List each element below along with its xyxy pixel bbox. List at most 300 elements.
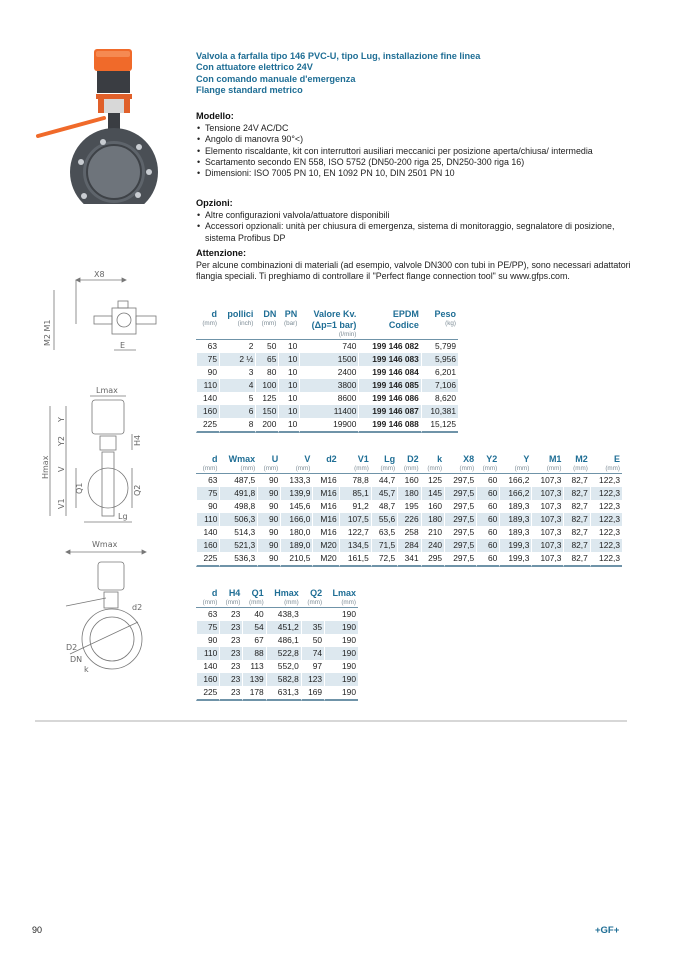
- cell: 133,3: [280, 474, 312, 487]
- cell: 6,201: [421, 366, 458, 379]
- cell: 5,799: [421, 340, 458, 353]
- unit: (mm): [263, 465, 279, 472]
- code-cell: 199 146 085: [358, 379, 420, 392]
- cell: 225: [196, 552, 219, 567]
- cell: 180: [397, 487, 420, 500]
- cell: 122,3: [590, 487, 622, 500]
- m2-m1-label: M2 M1: [43, 319, 52, 346]
- cell: 139,9: [280, 487, 312, 500]
- cell: 15,125: [421, 418, 458, 433]
- cell: 297,5: [444, 487, 476, 500]
- hmax-label: Hmax: [41, 455, 50, 479]
- cell: [301, 608, 324, 621]
- unit: (mm): [240, 465, 256, 472]
- cell: 200: [255, 418, 278, 433]
- table-row: [196, 366, 458, 379]
- cell: 536,3: [219, 552, 257, 567]
- cell: 180,0: [280, 526, 312, 539]
- title-line-1: Valvola a farfalla tipo 146 PVC-U, tipo Lug, installazione fine linea: [196, 51, 481, 61]
- code-cell: 199 146 087: [358, 405, 420, 418]
- cell: 140: [196, 526, 219, 539]
- cell: 8,620: [421, 392, 458, 405]
- cell: 514,3: [219, 526, 257, 539]
- cell: 226: [397, 513, 420, 526]
- cell: 10: [278, 366, 299, 379]
- cell: 100: [255, 379, 278, 392]
- unit: (mm): [459, 465, 475, 472]
- cell: 295: [421, 552, 444, 567]
- cell: 160: [421, 500, 444, 513]
- cell: 122,7: [339, 526, 371, 539]
- table-row: [196, 552, 622, 567]
- table-row: [196, 686, 358, 701]
- opzioni-section: [196, 198, 636, 244]
- cell: 438,3: [266, 608, 301, 621]
- opzioni-heading: Opzioni:: [196, 198, 233, 208]
- cell: 190: [324, 647, 358, 660]
- th-u: U: [271, 454, 279, 464]
- cell: 125: [421, 474, 444, 487]
- divider: [35, 720, 627, 722]
- th-lg: Lg: [384, 454, 396, 464]
- th-x8: X8: [463, 454, 475, 464]
- th-e: E: [613, 454, 620, 464]
- cell: 90: [257, 513, 280, 526]
- q2-label: Q2: [133, 484, 142, 496]
- cell: 60: [476, 526, 499, 539]
- cell: 195: [397, 500, 420, 513]
- th-hmax: Hmax: [274, 588, 299, 598]
- cell: 80: [255, 366, 278, 379]
- cell: 521,3: [219, 539, 257, 552]
- y-label: Y: [57, 417, 66, 422]
- unit: (mm): [546, 465, 562, 472]
- unit: (mm): [307, 599, 323, 606]
- table-row: [196, 405, 458, 418]
- cell: 178: [242, 686, 265, 701]
- e-label: E: [120, 341, 126, 350]
- cell: 199,3: [499, 539, 531, 552]
- cell: 67: [242, 634, 265, 647]
- cell: 145,6: [280, 500, 312, 513]
- cell: 506,3: [219, 513, 257, 526]
- th-dn: DN: [263, 309, 277, 319]
- cell: 297,5: [444, 526, 476, 539]
- th-pollici: pollici: [227, 309, 254, 319]
- cell: 90: [257, 500, 280, 513]
- cell: 451,2: [266, 621, 301, 634]
- unit: (mm): [427, 465, 443, 472]
- dn-label: DN: [70, 655, 83, 664]
- cell: 297,5: [444, 500, 476, 513]
- cell: 160: [397, 474, 420, 487]
- cell: 160: [196, 539, 219, 552]
- unit: (mm): [341, 599, 356, 606]
- unit: (mm): [248, 599, 264, 606]
- table-row: [196, 647, 358, 660]
- cell: 486,1: [266, 634, 301, 647]
- table-row: [196, 500, 622, 513]
- table-row: [196, 340, 458, 353]
- cell: 82,7: [563, 513, 589, 526]
- th-k: k: [437, 454, 443, 464]
- cell: 90: [196, 366, 219, 379]
- unit-dn: (mm): [261, 320, 277, 327]
- heights-table: [196, 588, 358, 701]
- cell: 8: [219, 418, 255, 433]
- cell: M16: [312, 513, 338, 526]
- cell: 72,5: [371, 552, 397, 567]
- cell: 40: [242, 608, 265, 621]
- cell: 140: [196, 392, 219, 405]
- table-row: [196, 539, 622, 552]
- cell: M16: [312, 474, 338, 487]
- cell: 297,5: [444, 552, 476, 567]
- cell: 123: [301, 673, 324, 686]
- cell: 23: [219, 647, 242, 660]
- product-photo: [34, 44, 184, 204]
- cell: 297,5: [444, 539, 476, 552]
- cell: 82,7: [563, 487, 589, 500]
- cell: 75: [196, 487, 219, 500]
- cell: 190: [324, 608, 358, 621]
- th-v1: V1: [357, 454, 369, 464]
- page-number: 90: [32, 925, 43, 935]
- cell: 60: [476, 513, 499, 526]
- unit: (mm): [380, 465, 396, 472]
- modello-item: • Angolo di manovra 90°<): [196, 134, 636, 145]
- cell: 44,7: [371, 474, 397, 487]
- cell: 75: [196, 621, 219, 634]
- cell: 60: [476, 552, 499, 567]
- unit: (mm): [284, 599, 299, 606]
- unit: (mm): [482, 465, 498, 472]
- cell: 189,0: [280, 539, 312, 552]
- table-row: [196, 634, 358, 647]
- cell: 90: [257, 487, 280, 500]
- unit: (mm): [295, 465, 311, 472]
- table-row: [196, 608, 358, 621]
- opzioni-item: • Altre configurazioni valvola/attuatore disponibili: [196, 210, 636, 221]
- cell: 740: [299, 340, 358, 353]
- cell: 85,1: [339, 487, 371, 500]
- th-h4: H4: [228, 588, 241, 598]
- modello-item: • Dimensioni: ISO 7005 PN 10, EN 1092 PN 10, DIN 2501 PN 10: [196, 168, 636, 179]
- th-q2: Q2: [310, 588, 323, 598]
- dimensions-table: [196, 454, 622, 567]
- cell: 82,7: [563, 500, 589, 513]
- table-row: [196, 621, 358, 634]
- q1-label: Q1: [75, 482, 84, 494]
- cell: 3: [219, 366, 255, 379]
- opzioni-item: • Accessori opzionali: unità per chiusura di emergenza, sistema di monitoraggio, segnalatore di posizione, sistema Profibus DP: [196, 221, 636, 243]
- cell: 498,8: [219, 500, 257, 513]
- cell: 140: [196, 660, 219, 673]
- cell: 107,3: [531, 500, 563, 513]
- v1-label: V1: [57, 498, 66, 509]
- th-y2: Y2: [486, 454, 498, 464]
- cell: 3800: [299, 379, 358, 392]
- cell: 4: [219, 379, 255, 392]
- cell: 8600: [299, 392, 358, 405]
- th-q1: Q1: [251, 588, 264, 598]
- cell: 122,3: [590, 552, 622, 567]
- cell: 82,7: [563, 526, 589, 539]
- unit-pn: (bar): [284, 320, 298, 327]
- cell: 10: [278, 353, 299, 366]
- cell: M16: [312, 487, 338, 500]
- th-m1: M1: [548, 454, 562, 464]
- cell: 10: [278, 379, 299, 392]
- cell: 107,3: [531, 526, 563, 539]
- cell: 19900: [299, 418, 358, 433]
- cell: 160: [196, 405, 219, 418]
- cell: M16: [312, 500, 338, 513]
- code-cell: 199 146 083: [358, 353, 420, 366]
- title-line-3: Con comando manuale d'emergenza: [196, 73, 356, 84]
- th-v: V: [304, 454, 311, 464]
- cell: 107,3: [531, 539, 563, 552]
- cell: 71,5: [371, 539, 397, 552]
- unit: (mm): [354, 465, 369, 472]
- cell: 107,3: [531, 487, 563, 500]
- cell: 491,8: [219, 487, 257, 500]
- cell: 107,3: [531, 552, 563, 567]
- k-label: k: [84, 665, 89, 674]
- h4-label: H4: [133, 434, 142, 446]
- d2-label: D2: [66, 643, 78, 652]
- cell: 90: [257, 539, 280, 552]
- cell: 23: [219, 660, 242, 673]
- front-view-drawing: [34, 534, 184, 679]
- cell: M20: [312, 552, 338, 567]
- cell: 284: [397, 539, 420, 552]
- cell: 110: [196, 647, 219, 660]
- cell: 2: [219, 340, 255, 353]
- th-wmax: Wmax: [228, 454, 256, 464]
- v-label: V: [57, 466, 66, 472]
- cell: 341: [397, 552, 420, 567]
- cell: 45,7: [371, 487, 397, 500]
- cell: 90: [196, 634, 219, 647]
- th-y: Y: [523, 454, 530, 464]
- cell: 10: [278, 418, 299, 433]
- cell: 110: [196, 513, 219, 526]
- cell: M16: [312, 526, 338, 539]
- cell: 10,381: [421, 405, 458, 418]
- unit: (mm): [202, 465, 218, 472]
- product-title: [196, 51, 636, 97]
- cell: 91,2: [339, 500, 371, 513]
- cell: 60: [476, 539, 499, 552]
- th-codice: Codice: [388, 320, 419, 330]
- lg-label: Lg: [118, 512, 128, 521]
- table-row: [196, 526, 622, 539]
- cell: 63: [196, 340, 219, 353]
- title-line-2: Con attuatore elettrico 24V: [196, 62, 313, 73]
- unit-d: (mm): [202, 320, 217, 327]
- cell: 180: [421, 513, 444, 526]
- cell: 90: [257, 552, 280, 567]
- th-m2: M2: [575, 454, 588, 464]
- cell: 166,2: [499, 474, 531, 487]
- attenzione-section: [196, 248, 636, 283]
- cell: 60: [476, 487, 499, 500]
- table-row: [196, 353, 458, 366]
- cell: 74: [301, 647, 324, 660]
- cell: 122,3: [590, 500, 622, 513]
- cell: 552,0: [266, 660, 301, 673]
- code-cell: 199 146 086: [358, 392, 420, 405]
- cell: 5: [219, 392, 255, 405]
- cell: 522,8: [266, 647, 301, 660]
- cell: 166,0: [280, 513, 312, 526]
- cell: 2400: [299, 366, 358, 379]
- cell: 134,5: [339, 539, 371, 552]
- unit: (mm): [202, 599, 218, 606]
- cell: 210,5: [280, 552, 312, 567]
- attenzione-text: Per alcune combinazioni di materiali (ad esempio, valvole DN300 con tubi in PE/PP), sono necessari adattatori flangia speciali. Ti preghiamo di controllare il "Perfect flange connection tool" su www.gfps.com.: [196, 260, 631, 282]
- cell: 23: [219, 634, 242, 647]
- cell: 75: [196, 353, 219, 366]
- th-D2: D2: [407, 454, 419, 464]
- top-view-drawing: [34, 268, 184, 358]
- codes-table: [196, 309, 458, 433]
- table-row: [196, 392, 458, 405]
- cell: 82,7: [563, 539, 589, 552]
- cell: 48,7: [371, 500, 397, 513]
- cell: 122,3: [590, 513, 622, 526]
- cell: 7,106: [421, 379, 458, 392]
- cell: 90: [196, 500, 219, 513]
- cell: 23: [219, 673, 242, 686]
- unit-pollici: (inch): [237, 320, 254, 327]
- cell: 63,5: [371, 526, 397, 539]
- cell: 210: [421, 526, 444, 539]
- lmax-label: Lmax: [96, 386, 118, 395]
- cell: 55,6: [371, 513, 397, 526]
- cell: 82,7: [563, 474, 589, 487]
- cell: 190: [324, 660, 358, 673]
- table-row: [196, 513, 622, 526]
- unit: (mm): [573, 465, 588, 472]
- unit: (mm): [605, 465, 620, 472]
- th-d: d: [211, 309, 217, 319]
- unit: (mm): [225, 599, 241, 606]
- cell: 169: [301, 686, 324, 701]
- cell: 50: [255, 340, 278, 353]
- cell: 190: [324, 621, 358, 634]
- cell: 150: [255, 405, 278, 418]
- cell: 161,5: [339, 552, 371, 567]
- d2-small-label: d2: [132, 603, 143, 612]
- cell: 88: [242, 647, 265, 660]
- cell: 160: [196, 673, 219, 686]
- cell: 5,956: [421, 353, 458, 366]
- x8-label: X8: [94, 270, 105, 279]
- table-row: [196, 673, 358, 686]
- table-row: [196, 487, 622, 500]
- cell: 125: [255, 392, 278, 405]
- cell: 297,5: [444, 474, 476, 487]
- cell: 258: [397, 526, 420, 539]
- th-d: d: [211, 588, 218, 598]
- cell: 631,3: [266, 686, 301, 701]
- cell: 139: [242, 673, 265, 686]
- modello-section: [196, 111, 636, 179]
- cell: 6: [219, 405, 255, 418]
- code-cell: 199 146 082: [358, 340, 420, 353]
- cell: 63: [196, 608, 219, 621]
- table-row: [196, 379, 458, 392]
- th-kv-2: (Δp=1 bar): [311, 320, 357, 330]
- cell: 189,3: [499, 500, 531, 513]
- th-kv: Valore Kv.: [313, 309, 357, 319]
- cell: 35: [301, 621, 324, 634]
- cell: 107,3: [531, 474, 563, 487]
- title-line-4: Flange standard metrico: [196, 85, 303, 96]
- cell: 190: [324, 673, 358, 686]
- cell: 60: [476, 500, 499, 513]
- unit-kv: (l/min): [338, 331, 357, 338]
- y2-label: Y2: [57, 436, 66, 446]
- th-d2: d2: [326, 454, 337, 464]
- th-epdm: EPDM: [392, 309, 419, 319]
- side-view-drawing: [34, 384, 184, 529]
- code-cell: 199 146 088: [358, 418, 420, 433]
- cell: 189,3: [499, 526, 531, 539]
- cell: 23: [219, 621, 242, 634]
- cell: 110: [196, 379, 219, 392]
- cell: 10: [278, 392, 299, 405]
- cell: 166,2: [499, 487, 531, 500]
- th-d: d: [211, 454, 218, 464]
- code-cell: 199 146 084: [358, 366, 420, 379]
- cell: 199,3: [499, 552, 531, 567]
- cell: 23: [219, 608, 242, 621]
- table-row: [196, 418, 458, 433]
- unit-peso: (kg): [445, 320, 456, 327]
- cell: 240: [421, 539, 444, 552]
- cell: 225: [196, 686, 219, 701]
- cell: 107,3: [531, 513, 563, 526]
- cell: 190: [324, 686, 358, 701]
- cell: 90: [257, 474, 280, 487]
- unit: (mm): [403, 465, 419, 472]
- cell: 11400: [299, 405, 358, 418]
- table-row: [196, 474, 622, 487]
- gf-logo: +GF+: [595, 925, 620, 936]
- cell: 487,5: [219, 474, 257, 487]
- attenzione-heading: Attenzione:: [196, 248, 247, 258]
- modello-item: • Tensione 24V AC/DC: [196, 123, 636, 134]
- modello-heading: Modello:: [196, 111, 234, 121]
- cell: 65: [255, 353, 278, 366]
- cell: 122,3: [590, 474, 622, 487]
- cell: M20: [312, 539, 338, 552]
- cell: 78,8: [339, 474, 371, 487]
- cell: 297,5: [444, 513, 476, 526]
- cell: 122,3: [590, 526, 622, 539]
- cell: 10: [278, 340, 299, 353]
- cell: 54: [242, 621, 265, 634]
- unit: (mm): [514, 465, 530, 472]
- wmax-label: Wmax: [92, 540, 118, 549]
- cell: 107,5: [339, 513, 371, 526]
- th-peso: Peso: [434, 309, 456, 319]
- cell: 225: [196, 418, 219, 433]
- cell: 60: [476, 474, 499, 487]
